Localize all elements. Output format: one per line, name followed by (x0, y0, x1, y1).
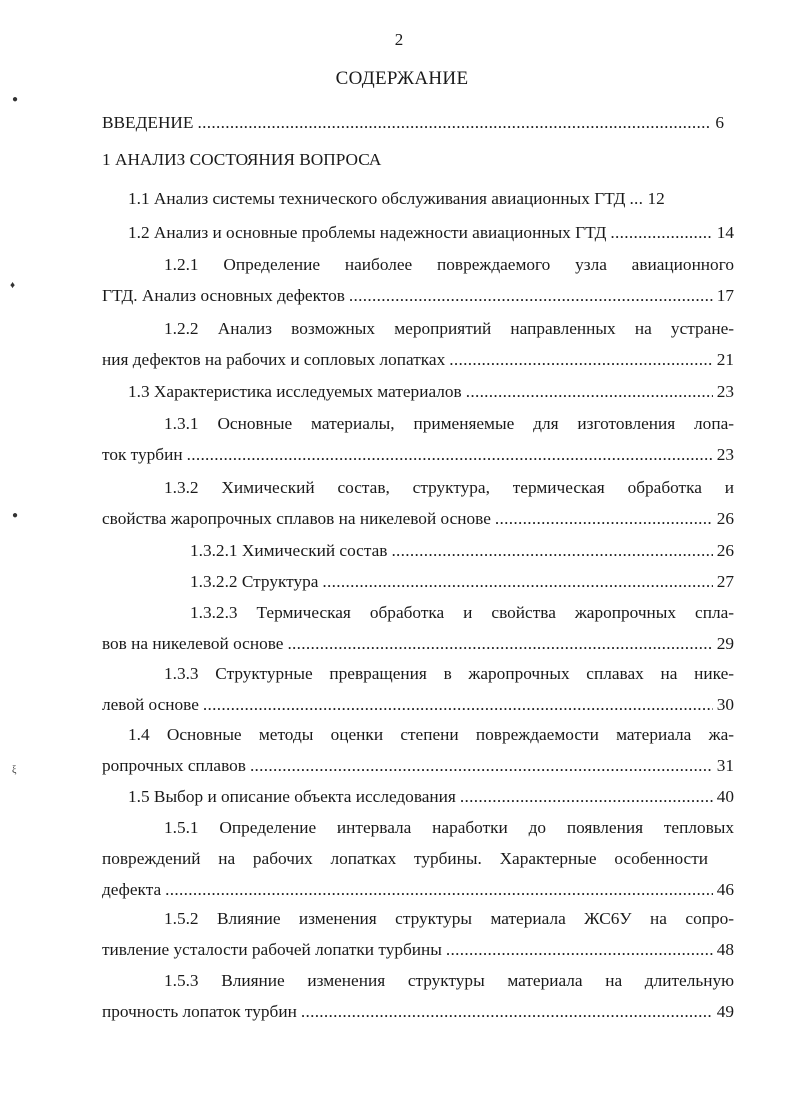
leader-dots (287, 628, 712, 659)
leader-dots (197, 107, 711, 138)
toc-entry-1-5[interactable] (128, 781, 734, 812)
toc-entry-1-3-2-1[interactable] (190, 535, 734, 566)
toc-page-number: 40 (716, 787, 734, 806)
toc-entry-text: дефекта (102, 880, 162, 899)
toc-page-number: 29 (716, 634, 734, 653)
toc-entry-text: тивление усталости рабочей лопатки турбины (102, 940, 442, 959)
toc-entry-1-2-1[interactable] (102, 249, 734, 311)
scan-mark: ξ (12, 765, 17, 776)
toc-entry-line: 1.2.2 Анализ возможных мероприятий направленных на устране- (164, 319, 734, 338)
toc-page-number: 26 (716, 541, 734, 560)
toc-title: СОДЕРЖАНИЕ (335, 68, 469, 89)
toc-page-number: 23 (716, 445, 734, 464)
leader-dots (391, 535, 712, 566)
toc-page-number: 49 (716, 1002, 734, 1021)
toc-entry-text: 1.3 Характеристика исследуемых материалов (128, 382, 462, 401)
toc-page-number: 6 (715, 113, 724, 132)
toc-entry-1-3-2[interactable] (102, 472, 734, 534)
toc-entry-section-1[interactable] (102, 144, 724, 175)
toc-entry-text: ток турбин (102, 445, 183, 464)
scan-mark: ● (12, 510, 19, 521)
toc-entry-1-5-2[interactable] (102, 903, 734, 965)
toc-entry-line: 1.4 Основные методы оценки степени повреждаемости материала жа- (128, 725, 734, 744)
toc-entry-text: левой основе (102, 695, 199, 714)
leader-dots (203, 689, 713, 720)
scan-mark: ● (12, 94, 19, 105)
toc-entry-text: 1.3.2.2 Структура (190, 572, 319, 591)
toc-entry-text: 1.1 Анализ системы технического обслуживания авиационных ГТД (128, 189, 626, 208)
toc-page-number: 30 (716, 695, 734, 714)
leader-dots (165, 874, 713, 905)
toc-page-number: 31 (716, 756, 734, 775)
toc-page-number: 46 (716, 880, 734, 899)
toc-entry-1-3-2-3[interactable] (102, 597, 734, 659)
leader-dots (322, 566, 712, 597)
toc-entry-text: ГТД. Анализ основных дефектов (102, 286, 345, 305)
toc-entry-line: 1.5.1 Определение интервала наработки до появления тепловых (164, 818, 734, 837)
toc-page-number: 23 (716, 382, 734, 401)
toc-entry-1-5-3[interactable] (102, 965, 734, 1027)
toc-entry-line: повреждений на рабочих лопатках турбины. Характерные особенности (102, 849, 708, 868)
toc-entry-text: 1 АНАЛИЗ СОСТОЯНИЯ ВОПРОСА (102, 150, 382, 169)
toc-entry-1-3-3[interactable] (102, 658, 734, 720)
toc-entry-1-2[interactable] (128, 217, 734, 248)
toc-entry-1-3-2-2[interactable] (190, 566, 734, 597)
leader-dots (466, 376, 713, 407)
toc-entry-intro[interactable] (102, 107, 724, 138)
toc-page-number: 27 (716, 572, 734, 591)
leader-dots (629, 183, 643, 214)
leader-dots (187, 439, 713, 470)
toc-page-number: 12 (647, 189, 665, 208)
leader-dots (610, 217, 712, 248)
leader-dots (495, 503, 713, 534)
toc-entry-text: ния дефектов на рабочих и сопловых лопатках (102, 350, 446, 369)
toc-entry-text: 1.3.2.1 Химический состав (190, 541, 388, 560)
toc-entry-line: 1.3.3 Структурные превращения в жаропрочных сплавах на нике- (164, 664, 734, 683)
toc-entry-1-3[interactable] (128, 376, 734, 407)
toc-entry-1-4[interactable] (102, 719, 734, 781)
toc-page-number: 48 (716, 940, 734, 959)
toc-page-number: 21 (716, 350, 734, 369)
toc-entry-line: 1.3.2.3 Термическая обработка и свойства жаропрочных спла- (190, 603, 734, 622)
toc-entry-text: свойства жаропрочных сплавов на никелевой основе (102, 509, 491, 528)
page-number: 2 (394, 30, 404, 49)
leader-dots (446, 934, 713, 965)
toc-entry-line: 1.2.1 Определение наиболее повреждаемого узла авиационного (164, 255, 734, 274)
toc-page-number: 26 (716, 509, 734, 528)
toc-entry-1-5-1[interactable] (102, 812, 734, 905)
leader-dots (250, 750, 713, 781)
toc-entry-text: вов на никелевой основе (102, 634, 284, 653)
toc-entry-line: 1.5.2 Влияние изменения структуры материала ЖС6У на сопро- (164, 909, 734, 928)
toc-entry-1-3-1[interactable] (102, 408, 734, 470)
toc-entry-line: 1.3.1 Основные материалы, применяемые для изготовления лопа- (164, 414, 734, 433)
toc-entry-line: 1.5.3 Влияние изменения структуры материала на длительную (164, 971, 734, 990)
toc-page-number: 14 (716, 223, 734, 242)
leader-dots (449, 344, 713, 375)
toc-entry-1-2-2[interactable] (102, 313, 734, 375)
toc-entry-text: 1.2 Анализ и основные проблемы надежности авиационных ГТД (128, 223, 607, 242)
toc-entry-text: ВВЕДЕНИЕ (102, 113, 194, 132)
scan-mark: ♦ (10, 280, 16, 291)
leader-dots (460, 781, 713, 812)
leader-dots (349, 280, 713, 311)
toc-entry-line: 1.3.2 Химический состав, структура, термическая обработка и (164, 478, 734, 497)
toc-entry-1-1[interactable] (128, 183, 734, 214)
toc-entry-text: ропрочных сплавов (102, 756, 246, 775)
toc-page-number: 17 (716, 286, 734, 305)
leader-dots (301, 996, 713, 1027)
toc-entry-text: 1.5 Выбор и описание объекта исследования (128, 787, 456, 806)
toc-entry-text: прочность лопаток турбин (102, 1002, 297, 1021)
